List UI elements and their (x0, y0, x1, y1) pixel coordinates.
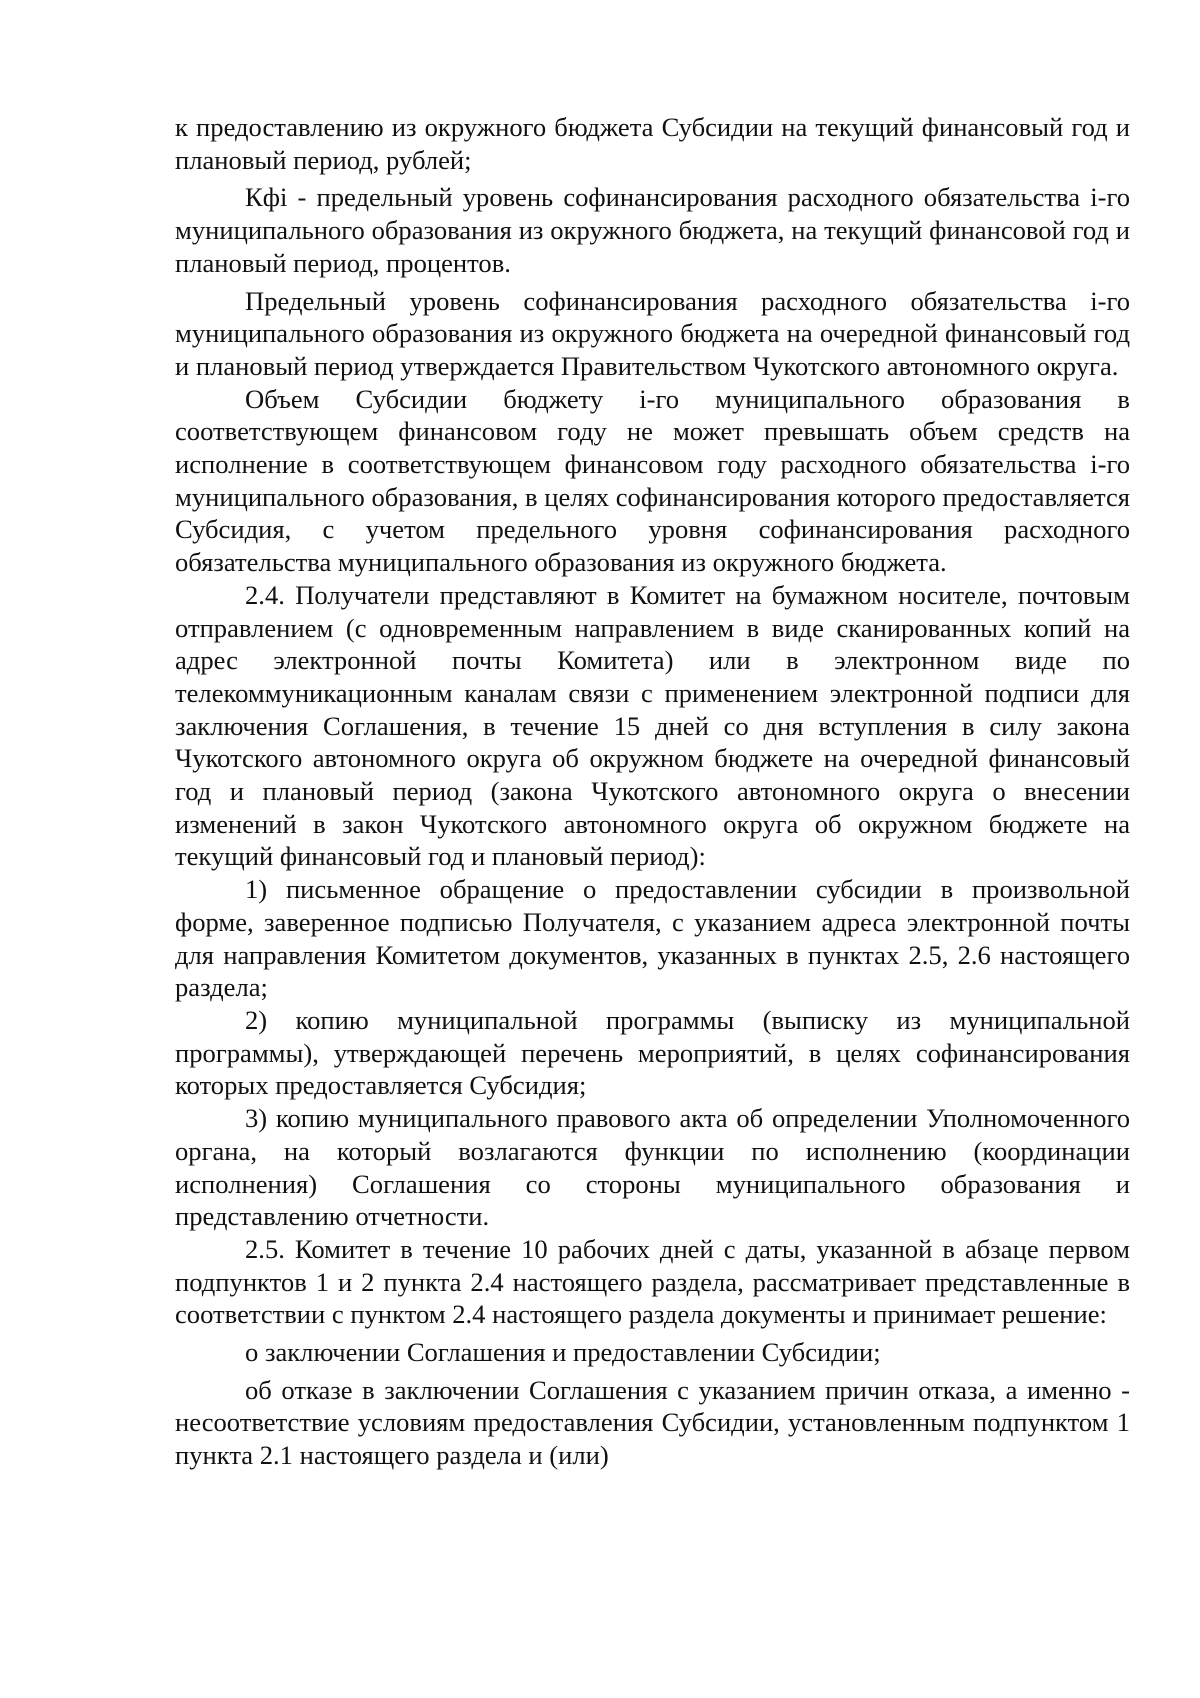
document-page (175, 111, 1130, 1472)
list-item-2-program-copy: 2) копию муниципальной программы (выписку из муниципальной программы), утверждающей перечень мероприятий, в целях софинансирования которых предоставляется Субсидия; (175, 1004, 1130, 1101)
list-item-1-written-application: 1) письменное обращение о предоставлении субсидии в произвольной форме, заверенное подписью Получателя, с указанием адреса электронной почты для направления Комитетом документов, указанных в пунктах 2.5, 2.6 настоящего раздела; (175, 874, 1130, 1003)
paragraph-decision-refuse: об отказе в заключении Соглашения с указанием причин отказа, а именно - несоответствие условиям предоставления Субсидии, установленным подпунктом 1 пункта 2.1 настоящего раздела и (или) (175, 1374, 1130, 1471)
paragraph-decision-conclude: о заключении Соглашения и предоставлении Субсидии; (245, 1337, 881, 1368)
paragraph-cofinancing-level-approval: Предельный уровень софинансирования расходного обязательства i-го муниципального образования из окружного бюджета на очередной финансовый год и плановый период утверждается Правительством Чукотского автономного округа. (175, 285, 1130, 381)
paragraph-section-2-4: 2.4. Получатели представляют в Комитет на бумажном носителе, почтовым отправлением (с одновременным направлением в виде сканированных копий на адрес электронной почты Комитета) или в электронном виде по телекоммуникационным каналам связи с применением электронной подписи для заключения Соглашения, в течение 15 дней со дня вступления в силу закона Чукотского автономного округа об окружном бюджете на очередной финансовый год и плановый период (закона Чукотского автономного округа о внесении изменений в закон Чукотского автономного округа об окружном бюджете на текущий финансовый год и плановый период): (175, 579, 1130, 872)
paragraph-subsidy-volume-limit: Объем Субсидии бюджету i-го муниципального образования в соответствующем финансовом году не может превышать объем средств на исполнение в соответствующем финансовом году расходного обязательства i-го муниципального образования, в целях софинансирования которого предоставляется Субсидия, с учетом предельного уровня софинансирования расходного обязательства муниципального образования из окружного бюджета. (175, 383, 1130, 578)
paragraph-budget-subsidy-continuation: к предоставлению из окружного бюджета Субсидии на текущий финансовый год и плановый период, рублей; (175, 112, 1130, 175)
list-item-3-legal-act-copy: 3) копию муниципального правового акта об определении Уполномоченного органа, на который возлагаются функции по исполнению (координации исполнения) Соглашения со стороны муниципального образования и представлению отчетности. (175, 1103, 1130, 1232)
paragraph-section-2-5: 2.5. Комитет в течение 10 рабочих дней с даты, указанной в абзаце первом подпунктов 1 и 2 пункта 2.4 настоящего раздела, рассматривает представленные в соответствии с пунктом 2.4 настоящего раздела документы и принимает решение: (175, 1233, 1130, 1330)
paragraph-cofinancing-level-definition: Кфi - предельный уровень софинансирования расходного обязательства i-го муниципального образования из окружного бюджета, на текущий финансовой год и плановый период, процентов. (175, 182, 1130, 278)
